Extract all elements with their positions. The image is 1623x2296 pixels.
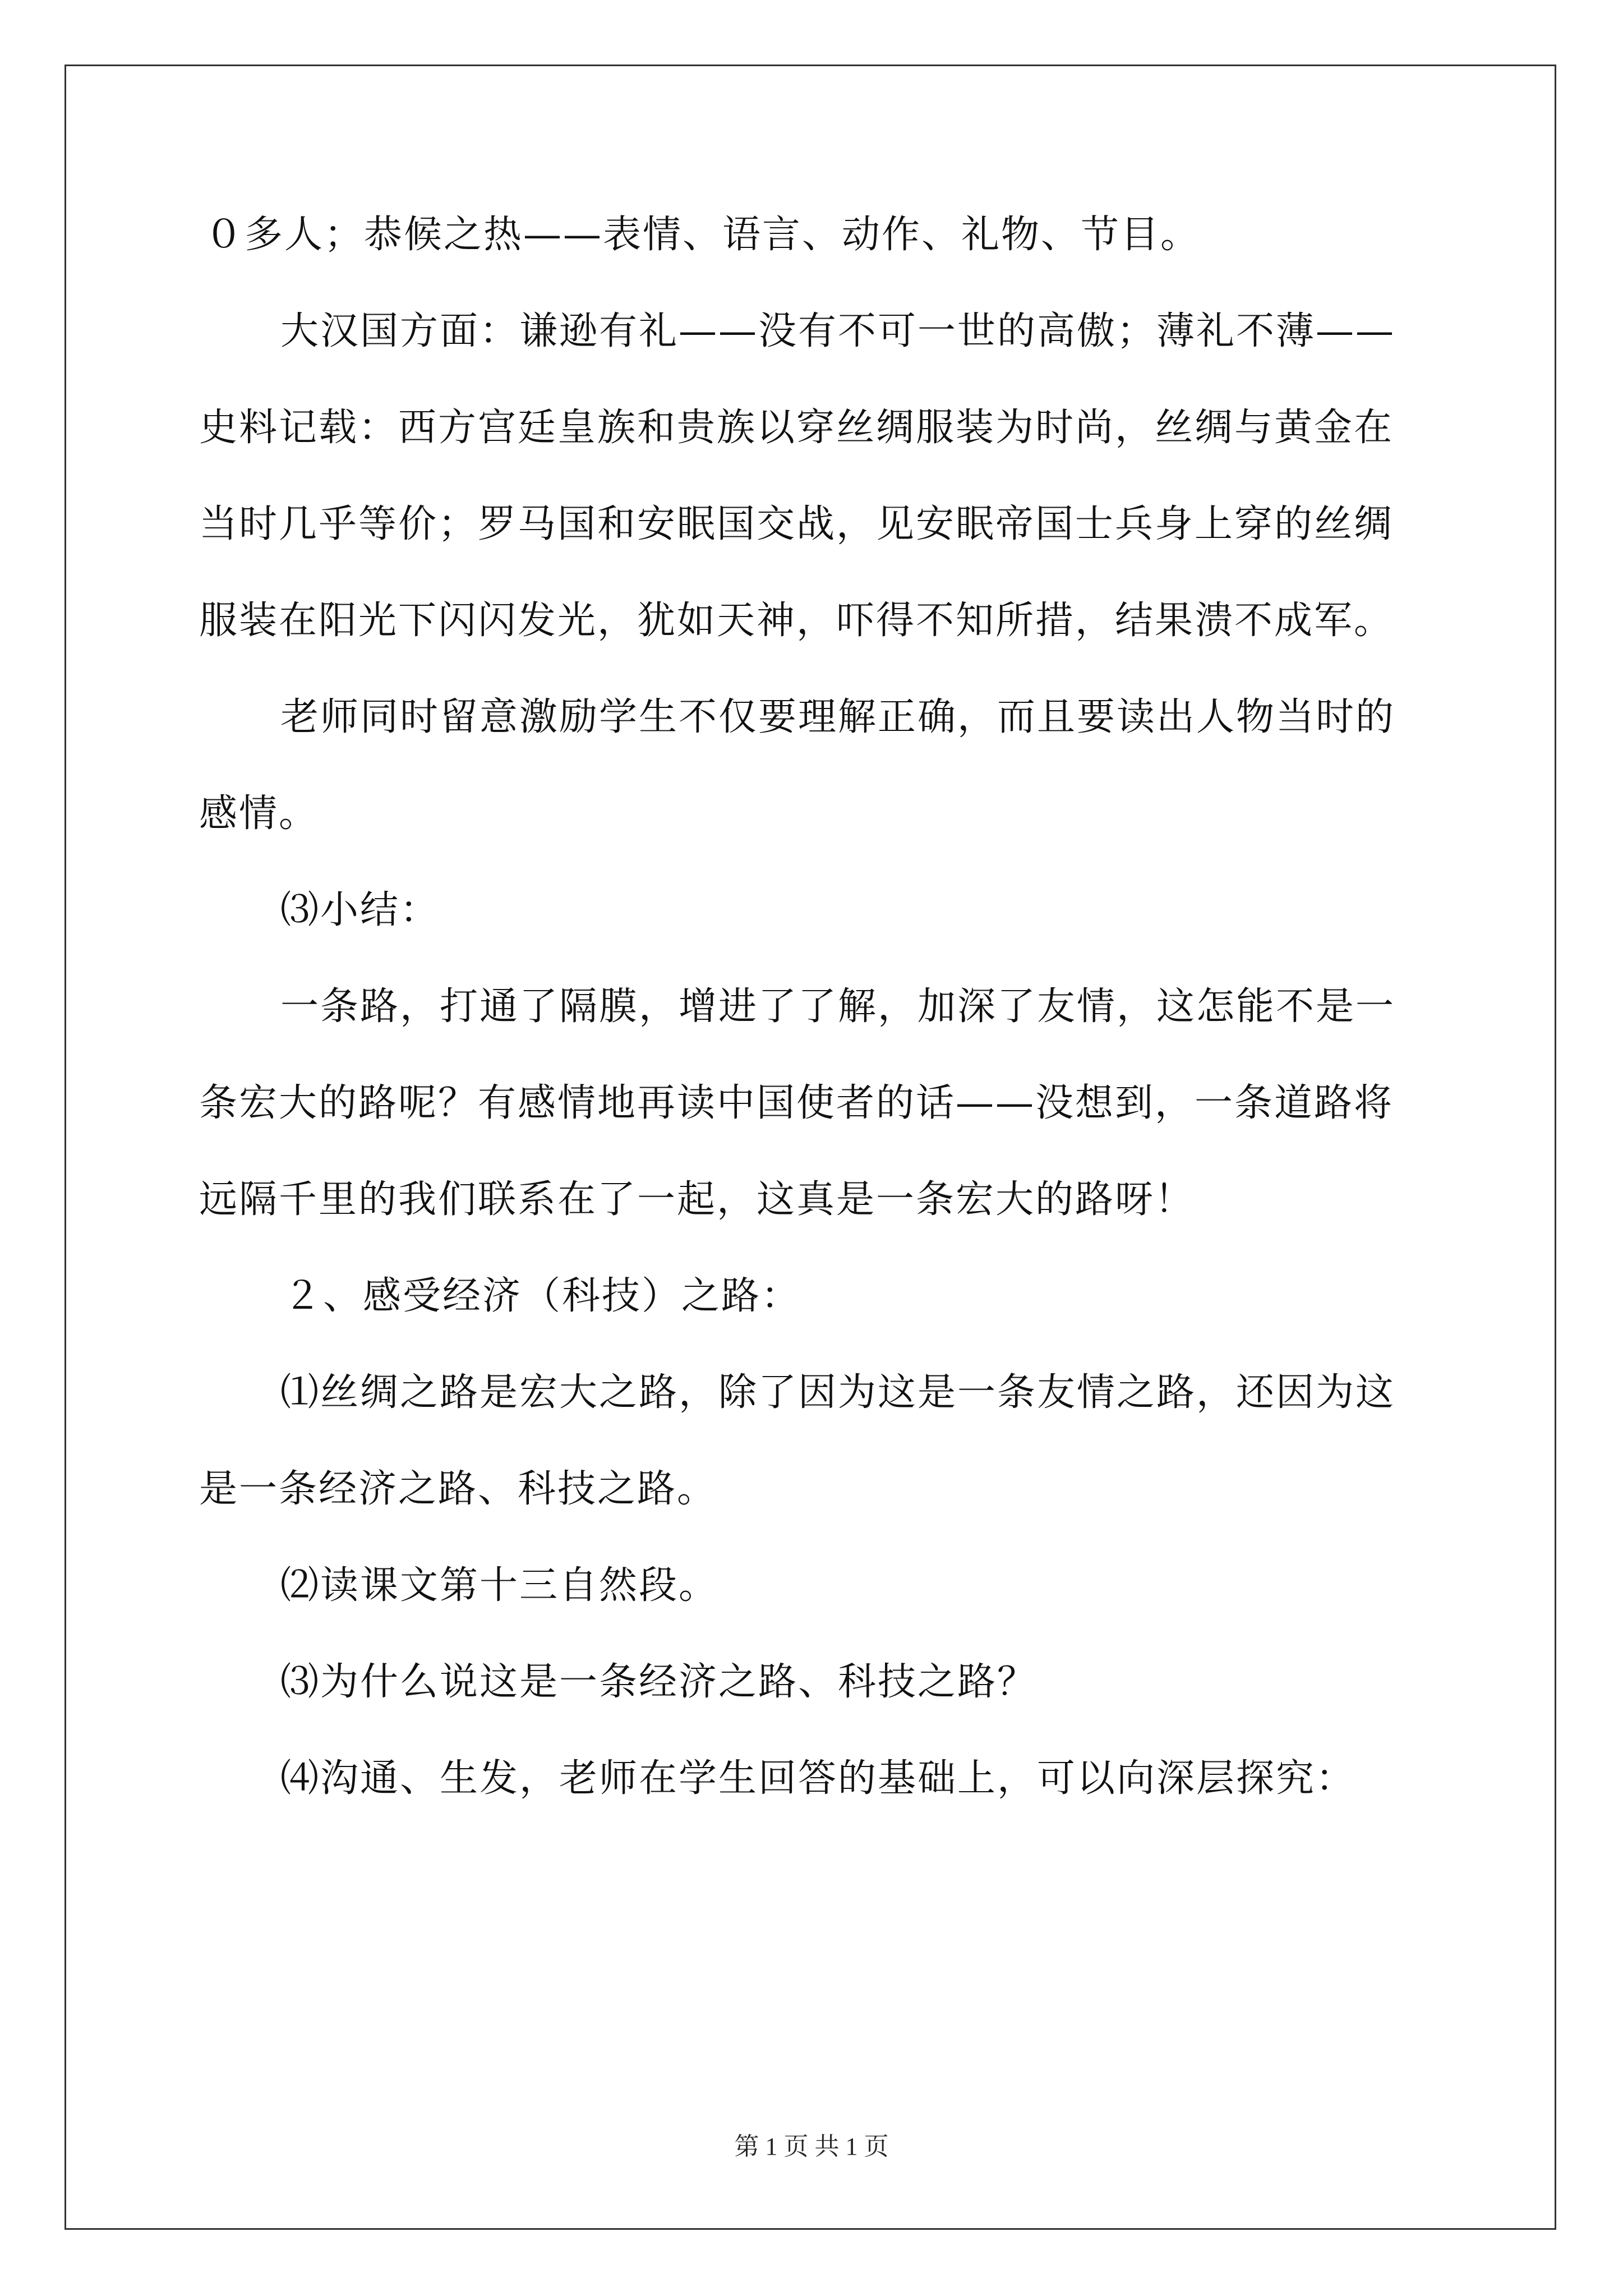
text-line: ⑶小结： xyxy=(280,888,440,932)
text-line: ０多人；恭候之热——表情、语言、动作、礼物、节目。 xyxy=(205,213,1201,257)
text-line: 一条路，打通了隔膜，增进了了解，加深了友情，这怎能不是一 xyxy=(280,984,1396,1029)
text-line: 老师同时留意激励学生不仅要理解正确，而且要读出人物当时的 xyxy=(280,695,1396,739)
text-line: 条宏大的路呢？有感情地再读中国使者的话——没想到，一条道路将 xyxy=(199,1081,1394,1125)
text-line: 史料记载：西方宫廷皇族和贵族以穿丝绸服装为时尚，丝绸与黄金在 xyxy=(199,406,1394,450)
text-line: 感情。 xyxy=(199,792,319,836)
text-line: ⑴丝绸之路是宏大之路，除了因为这是一条友情之路，还因为这 xyxy=(280,1370,1396,1415)
text-line: 当时几乎等价；罗马国和安眠国交战，见安眠帝国士兵身上穿的丝绸 xyxy=(199,502,1394,546)
section-heading: ２、感受经济（科技）之路： xyxy=(283,1274,801,1318)
text-line: ⑶为什么说这是一条经济之路、科技之路？ xyxy=(280,1660,1038,1704)
text-line: 远隔千里的我们联系在了一起，这真是一条宏大的路呀！ xyxy=(199,1177,1195,1222)
text-line: 服装在阳光下闪闪发光，犹如天神，吓得不知所措，结果溃不成军。 xyxy=(199,599,1394,643)
text-line: ⑷沟通、生发，老师在学生回答的基础上，可以向深层探究： xyxy=(280,1756,1356,1801)
page-border xyxy=(64,65,1556,2230)
page-number-footer: 第 1 页 共 1 页 xyxy=(734,2133,889,2160)
text-line: ⑵读课文第十三自然段。 xyxy=(280,1563,719,1608)
text-line: 大汉国方面：谦逊有礼——没有不可一世的高傲；薄礼不薄—— xyxy=(280,309,1396,353)
text-line: 是一条经济之路、科技之路。 xyxy=(199,1467,717,1511)
